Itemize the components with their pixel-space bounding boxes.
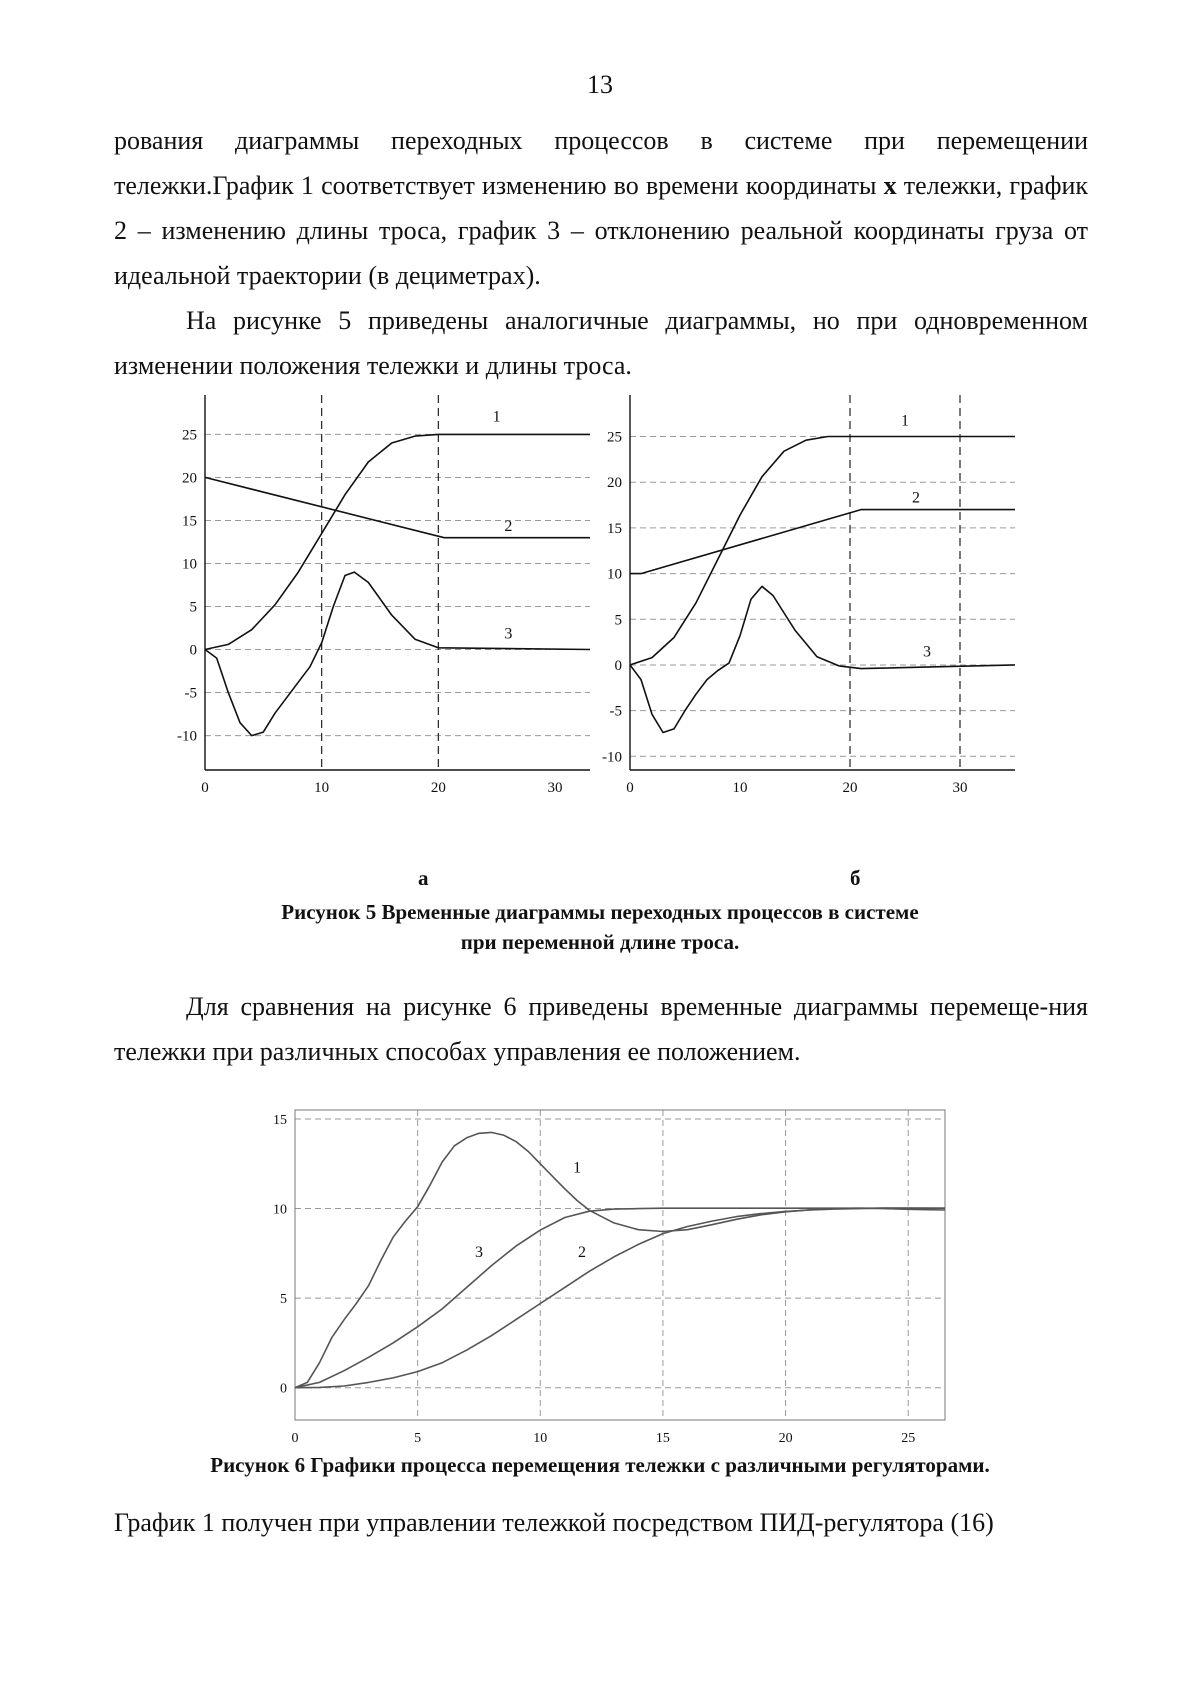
figure5-caption-line-1: Рисунок 5 Временные диаграммы переходных процессов в системе: [281, 900, 919, 924]
series-line-1: [295, 1132, 945, 1387]
paragraph-1: [114, 118, 1088, 298]
y-tick-label: 0: [280, 1381, 287, 1397]
x-tick-label: 0: [291, 1431, 299, 1446]
y-tick-label: 25: [182, 427, 197, 444]
figure5a-label: а: [418, 866, 429, 890]
y-tick-label: -10: [177, 728, 197, 745]
x-tick-label: 20: [778, 1431, 793, 1446]
y-tick-label: 25: [607, 429, 622, 446]
series-line-2: [205, 477, 590, 537]
x-tick-label: 30: [952, 780, 968, 796]
series-label-1: 1: [492, 408, 501, 426]
y-tick-label: 5: [614, 612, 622, 629]
y-tick-label: -5: [609, 703, 622, 720]
y-tick-label: -5: [184, 685, 197, 702]
series-line-3: [205, 572, 590, 736]
x-tick-label: 20: [842, 780, 858, 796]
figure6-caption: Рисунок 6 Графики процесса перемещения тележки с различными регуляторами.: [210, 1453, 990, 1477]
series-label-2: 2: [912, 489, 920, 507]
paragraph-1-line-1: рования диаграммы переходных процессов в системе при перемещении тележки.: [114, 126, 1088, 200]
x-tick-label: 10: [533, 1431, 548, 1446]
y-tick-label: 0: [614, 657, 622, 674]
y-tick-label: 10: [273, 1202, 287, 1218]
y-tick-label: 10: [182, 556, 197, 573]
x-tick-label: 25: [901, 1431, 916, 1446]
figure6-chart: [240, 1090, 960, 1450]
plot-frame: [295, 1110, 945, 1420]
series-line-2: [630, 510, 1015, 574]
y-tick-label: -10: [602, 749, 622, 766]
page-number: 13: [587, 70, 613, 99]
paragraph-1-part-b: тележки, график 2 – изменению длины троса, график 3 – отклонению реальной координаты груза от идеальной траектории (в дециметрах).: [114, 171, 1088, 290]
paragraph-3: Для сравнения на рисунке 6 приведены временные диаграммы перемеще-ния тележки при различных способах управления ее положением.: [114, 992, 1088, 1066]
paragraph-2: На рисунке 5 приведены аналогичные диаграммы, но при одновременном изменении положения тележки и длины троса.: [114, 306, 1088, 380]
x-tick-label: 5: [414, 1431, 422, 1446]
y-tick-label: 15: [607, 520, 622, 537]
series-label-3: 3: [474, 1243, 483, 1261]
figure5b-label: б: [850, 866, 861, 890]
y-tick-label: 15: [182, 513, 197, 530]
figure5a-chart: [160, 395, 590, 825]
x-tick-label: 0: [626, 780, 634, 796]
x-tick-label: 30: [547, 780, 563, 796]
series-label-3: 3: [504, 625, 513, 643]
y-tick-label: 10: [607, 566, 622, 583]
series-line-1: [205, 434, 590, 649]
series-line-1: [630, 437, 1015, 665]
paragraph-4: График 1 получен при управлении тележкой посредством ПИД-регулятора (16): [114, 1508, 994, 1537]
figure5b-chart: [585, 395, 1015, 825]
y-tick-label: 20: [607, 475, 622, 492]
x-tick-label: 15: [655, 1431, 670, 1446]
series-label-3: 3: [923, 643, 931, 661]
y-tick-label: 5: [189, 599, 197, 616]
paragraph-1-bold-x: x: [883, 171, 897, 200]
y-tick-label: 5: [280, 1292, 287, 1308]
paragraph-1-part-a: График 1 соответствует изменению во времени координаты: [212, 171, 884, 200]
y-tick-label: 20: [182, 470, 197, 487]
x-tick-label: 0: [201, 780, 209, 796]
x-tick-label: 20: [430, 780, 446, 796]
x-tick-label: 10: [732, 780, 748, 796]
series-label-1: 1: [573, 1159, 582, 1177]
series-label-2: 2: [504, 517, 513, 535]
y-tick-label: 0: [189, 642, 197, 659]
series-label-1: 1: [901, 412, 909, 430]
x-tick-label: 10: [314, 780, 330, 796]
figure5-caption-line-2: при переменной длине троса.: [460, 930, 740, 954]
series-label-2: 2: [577, 1243, 586, 1261]
y-tick-label: 15: [273, 1112, 287, 1128]
